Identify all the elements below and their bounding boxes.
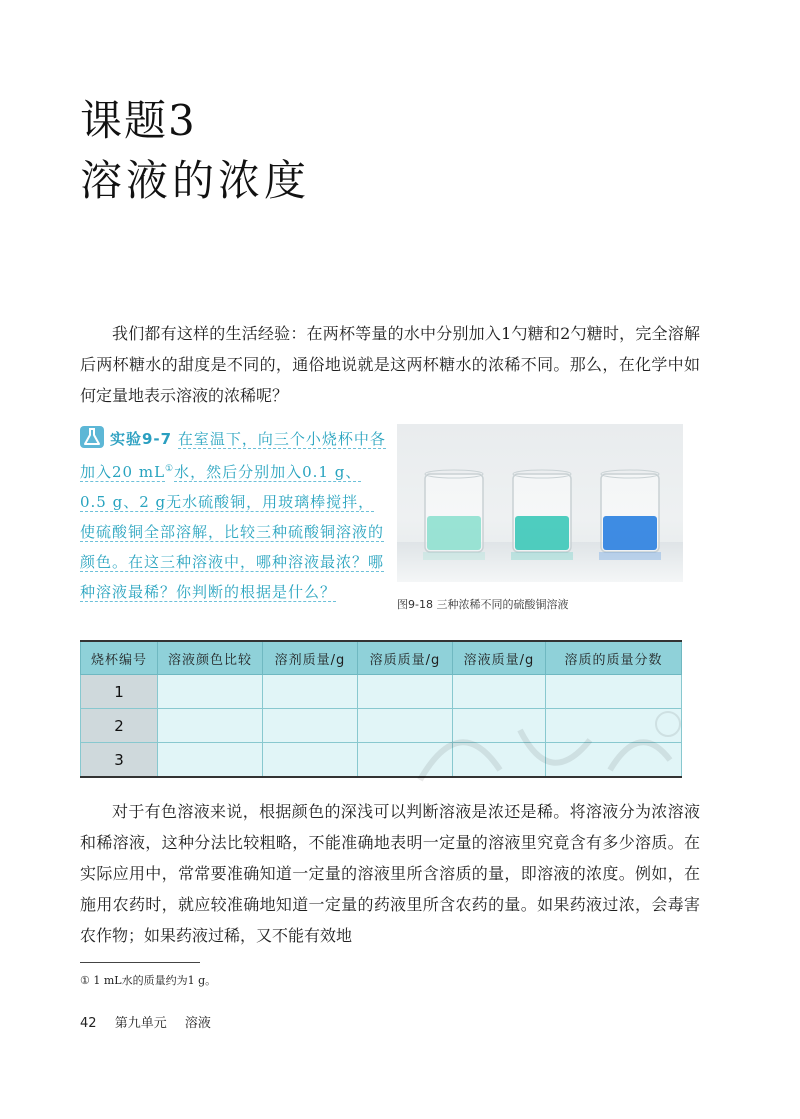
table-cell xyxy=(158,675,263,709)
experiment-label: 实验9-7 xyxy=(110,430,173,448)
table-cell xyxy=(158,709,263,743)
intro-paragraph xyxy=(80,318,700,411)
col-header-solvent-mass: 溶剂质量/g xyxy=(263,641,358,675)
table-cell xyxy=(263,709,358,743)
figure-caption: 图9-18 三种浓稀不同的硫酸铜溶液 xyxy=(397,598,569,611)
footnote-divider xyxy=(80,962,200,963)
flask-icon xyxy=(80,426,104,448)
unit-name: 第九单元 xyxy=(114,1016,167,1031)
col-header-solution-mass: 溶液质量/g xyxy=(453,641,546,675)
experiment-text-part1: 在室温下，向三个小烧杯中各加入20 mL xyxy=(80,430,386,481)
table-cell xyxy=(263,675,358,709)
col-header-color: 溶液颜色比较 xyxy=(158,641,263,675)
table-header-row xyxy=(81,641,682,675)
beaker-1 xyxy=(423,470,485,560)
page-footer xyxy=(80,1012,225,1031)
beaker-2 xyxy=(511,470,573,560)
experiment-text-part2: 水，然后分别加入0.1 g、0.5 g、2 g无水硫酸铜，用玻璃棒搅拌，使硫酸铜全部溶解，比较三种硫酸铜溶液的颜色。在这三种溶液中，哪种溶液最浓？哪种溶液最稀？你判断的根据是什么？ xyxy=(80,463,385,601)
beakers-illustration xyxy=(397,424,683,582)
body-paragraph xyxy=(80,796,700,951)
footnote: ① 1 mL水的质量约为1 g。 xyxy=(80,974,217,987)
beakers-photo xyxy=(397,424,683,582)
publisher-watermark xyxy=(400,700,700,800)
experiment-box xyxy=(80,424,386,607)
lesson-number: 课题3 xyxy=(80,96,197,145)
col-header-beaker: 烧杯编号 xyxy=(81,641,158,675)
row-number: 3 xyxy=(81,743,158,778)
row-number: 1 xyxy=(81,675,158,709)
table-cell xyxy=(158,743,263,778)
page-number: 42 xyxy=(80,1016,97,1031)
col-header-solute-mass: 溶质质量/g xyxy=(358,641,453,675)
beaker-3 xyxy=(599,470,661,560)
topic-name: 溶液 xyxy=(184,1016,211,1031)
footnote-mark: ① xyxy=(165,464,175,474)
intro-text: 我们都有这样的生活经验：在两杯等量的水中分别加入1勺糖和2勺糖时，完全溶解后两杯糖水的甜度是不同的，通俗地说就是这两杯糖水的浓稀不同。那么，在化学中如何定量地表示溶液的浓稀呢？ xyxy=(80,324,700,405)
col-header-mass-fraction: 溶质的质量分数 xyxy=(546,641,682,675)
lesson-title: 溶液的浓度 xyxy=(80,156,311,205)
table-cell xyxy=(263,743,358,778)
experiment-text xyxy=(80,430,386,601)
body-text: 对于有色溶液来说，根据颜色的深浅可以判断溶液是浓还是稀。将溶液分为浓溶液和稀溶液，这种分法比较粗略，不能准确地表明一定量的溶液里究竟含有多少溶质。在实际应用中，常常要准确知道一定量的溶液里所含溶质的量，即溶液的浓度。例如，在施用农药时，就应较准确地知道一定量的药液里所含农药的量。如果药液过浓，会毒害农作物；如果药液过稀，又不能有效地 xyxy=(80,802,700,945)
row-number: 2 xyxy=(81,709,158,743)
